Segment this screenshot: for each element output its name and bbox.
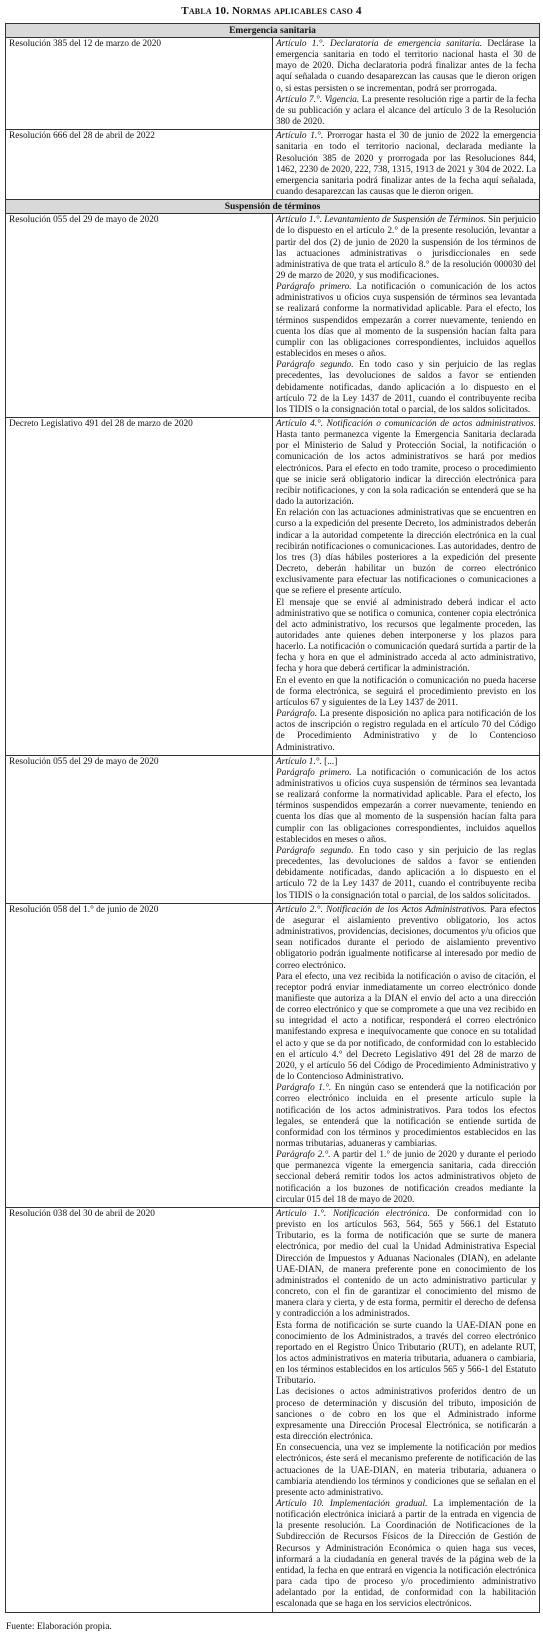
norm-name-cell: Resolución 058 del 1.° de junio de 2020 [6,903,273,1207]
article-heading: Parágrafo primero. [276,282,352,293]
table-row [6,38,540,130]
norm-paragraph [276,676,536,709]
norm-paragraph [276,846,536,902]
article-text: De conformidad con lo previsto en los artículos 563, 564, 565 y 566.1 del Estatuto Tributario, es la forma de notificación que se surte de manera electrónica, por medio del cual la Unidad Administrativa Especial Dirección de Impuestos y Aduanas Nacionales (DIAN), en adelante UAE-DIAN, de manera preferente pone en conocimiento de los administrados el contenido de un acto administrativo particular y concreto, con el fin de garantizar el conocimiento del mismo de manera clara y cierta, y de esta forma, permitir el derecho de defensa y contradicción a los administrados. [276,1208,537,1320]
article-heading: Parágrafo. [276,709,318,720]
norm-name-cell: Decreto Legislativo 491 del 28 de marzo de 2020 [6,418,273,756]
article-text: La presente resolución rige a partir de la fecha de su publicación y aclara el alcance del artículo 3 de la Resolución 380 de 2020. [276,94,537,128]
article-heading: Parágrafo segundo. [276,360,354,371]
norm-text-cell [273,38,540,130]
norm-paragraph [276,757,536,768]
norm-paragraph [276,1209,536,1321]
article-text: La implementación de la notificación electrónica iniciará a partir de la entrada en vigencia de la presente resolución. La Coordinación de Notificaciones de la Subdirección de Recursos Físicos de la Dirección de Gestión de Recursos y Administración Económica o quien haga sus veces, informará a la ciudadanía en general través de la página web de la entidad, la fecha en que entrará en vigencia la notificación electrónica para cada tipo de proceso y/o procedimiento administrativo adelantado por la entidad, de conformidad con la habilitación escalonada que se haga en los servicios electrónicos. [276,1499,537,1610]
table-row [6,214,540,418]
table-row [6,903,540,1207]
article-text: [...] [321,756,338,767]
article-text: Sin perjuicio de lo dispuesto en el artículo 2.° de la presente resolución, levantar a partir del dos (2) de junio de 2020 la suspensión de los términos de las actuaciones administrativas o jurisdiccionales en sede administrativa de que trata el artículo 8.° de la resolución 000030 del 29 de marzo de 2020, y sus modificaciones. [276,215,536,281]
article-heading: Artículo 1.°. Notificación electrónica. [276,1208,430,1219]
article-text: En todo caso y sin perjuicio de las reglas precedentes, las devoluciones de saldos a favor se entienden debidamente notificadas, dando aplicación a lo dispuesto en el artículo 72 de la Ley 1437 de 2011, cuando el contribuyente reciba los TIDIS o la consignación total o parcial, de los saldos solicitados. [276,360,536,415]
article-heading: Artículo 1.°. Declaratoria de emergencia sanitaria. [276,39,483,49]
article-heading: Artículo 1.°. Levantamiento de Suspensión de Términos. [276,215,486,226]
norm-paragraph [276,215,536,282]
article-text: Para efectos de asegurar el aislamiento preventivo obligatorio, los actos administrativos, providencias, decisiones, documentos y/u oficios que sean notificados durante el periodo de aislamiento preventivo obligatorio podrán igualmente notificarse al interesado por medio de correo electrónico. [276,904,537,971]
norm-paragraph [276,1321,536,1388]
norm-name-cell: Resolución 038 del 30 de abril de 2020 [6,1207,273,1612]
article-heading: Parágrafo 2.°. [276,1150,331,1161]
norm-paragraph [276,709,536,754]
norm-paragraph [276,131,536,198]
article-heading: Artículo 1.°. [276,756,322,767]
article-heading: Parágrafo segundo. [276,845,354,856]
article-text: En todo caso y sin perjuicio de las reglas precedentes, las devoluciones de saldos a favor se entienden debidamente notificadas, dando aplicación a lo dispuesto en el artículo 72 de la Ley 1437 de 2011, cuando el contribuyente reciba los TIDIS o la consignación total o parcial, de los saldos solicitados. [276,845,536,901]
norm-name-cell: Resolución 666 del 28 de abril de 2022 [6,130,273,200]
norms-table-body [6,24,540,1613]
norm-paragraph [276,598,536,676]
norm-paragraph [276,1387,536,1443]
norm-paragraph [276,419,536,508]
article-text: Las decisiones o actos administrativos proferidos dentro de un proceso de determinación y discusión del tributo, imposición de sanciones o de cobro en los que el Administrado informe expresamente una Dirección Procesal Electrónica, se notificarán a esta dirección electrónica. [276,1387,536,1443]
norm-text-cell [273,1207,540,1612]
norm-paragraph [276,1443,536,1499]
table-row [6,130,540,200]
article-text: En consecuencia, una vez se implemente la notificación por medios electrónicos, éste será el mecanismo preferente de notificación de las actuaciones de la UAE-DIAN, en materia tributaria, aduanera o cambiaria atendiendo los términos y condiciones que se señalan en el presente acto administrativo. [276,1443,536,1498]
article-text: En el evento en que la notificación o comunicación no pueda hacerse de forma electrónica, se seguirá el procedimiento previsto en los artículos 67 y siguientes de la Ley 1437 de 2011. [276,675,536,708]
article-text: Esta forma de notificación se surte cuando la UAE-DIAN pone en conocimiento de los Administrados, a través del correo electrónico reportado en el Registro Único Tributario (RUT), en adelante RUT, los actos administrativos en materia tributaria, aduanera o cambiaria, en los términos establecidos en los artículos 565 y 566-1 del Estatuto Tributario. [276,1320,536,1387]
section-heading: Emergencia sanitaria [6,24,540,38]
article-heading: Artículo 10. Implementación gradual. [276,1499,428,1509]
norm-paragraph [276,360,536,416]
section-header-row [6,200,540,214]
norm-name-cell: Resolución 385 del 12 de marzo de 2020 [6,38,273,130]
table-row [6,755,540,903]
article-text: En relación con las actuaciones administrativas que se encuentren en curso a la expedición del presente Decreto, los administrados deberán indicar a la autoridad competente la dirección electrónica en la cual recibirán notificaciones o comunicaciones. Las autoridades, dentro de los tres (3) días hábiles posteriores a la expedición del presente Decreto, deberán habilitar un buzón de correo electrónico exclusivamente para efectuar las notificaciones o comunicaciones a que se refiere el presente artículo. [276,508,536,597]
norm-paragraph [276,95,536,128]
norm-paragraph [276,1150,536,1206]
table-row [6,418,540,756]
norm-text-cell [273,214,540,418]
norm-paragraph [276,905,536,972]
norm-name-cell: Resolución 055 del 29 de mayo de 2020 [6,755,273,903]
table-row [6,1207,540,1612]
article-heading: Artículo 1.°. [276,131,324,142]
norm-paragraph [276,508,536,597]
article-text: En ningún caso se entenderá que la notificación por correo electrónico incluida en el presente artículo suple la notificación de los actos administrativos. Para todos los efectos legales, se entenderá que la notificación se entiende surtida de conformidad con los términos y procedimientos establecidos en las normas tributarias, aduaneras y cambiarias. [276,1083,536,1149]
article-text: Para el efecto, una vez recibida la notificación o aviso de citación, el receptor podrá enviar inmediatamente un correo electrónico donde manifieste que autoriza a la DIAN el envío del acto a una dirección de correo electrónico y que se compromete a que una vez recibido en su integridad el acto a notificar, responderá el correo electrónico manifestando expresa e inequívocamente que conoce en su totalidad el acto y que se da por notificado, de conformidad con lo establecido en el artículo 4.° del Decreto Legislativo 491 del 28 de marzo de 2020, y el artículo 56 del Código de Procedimiento Administrativo y de lo Contencioso Administrativo. [276,971,536,1083]
article-text: La presente disposición no aplica para notificación de los actos de inscripción o registro regulada en el artículo 70 del Código de Procedimiento Administrativo y de lo Contencioso Administrativo. [276,709,536,753]
article-heading: Parágrafo 1.°. [276,1083,332,1094]
norm-paragraph [276,282,536,360]
table-title: Tabla 10. Normas aplicables caso 4 [181,5,362,17]
article-text: La notificación o comunicación de los actos administrativos u oficios cuya suspensión de términos sea levantada se realizará conforme la normatividad aplicable. Para el efecto, los términos suspendidos empezarán a correr nuevamente, teniendo en cuenta los días que al momento de la suspensión hacían falta para cumplir con las obligaciones correspondientes, incluidos aquellos establecidos en meses o años. [276,282,536,360]
article-text: La notificación o comunicación de los actos administrativos u oficios cuya suspensión de términos sea levantada se realizará conforme la normatividad aplicable. Para el efecto, los términos suspendidos empezarán a correr nuevamente, teniendo en cuenta los días que al momento de la suspensión hacían falta para cumplir con las obligaciones correspondientes, incluidos aquellos establecidos en meses o años. [276,767,536,845]
norm-paragraph [276,39,536,95]
section-header-row [6,24,540,38]
norm-text-cell [273,755,540,903]
article-text: Prorrogar hasta el 30 de junio de 2022 la emergencia sanitaria en todo el territorio nacional, declarada mediante la Resolución 385 de 2020 y prorrogada por las Resoluciones 844, 1462, 2230 de 2020, 222, 738, 1315, 1913 de 2021 y 304 de 2022. La emergencia sanitaria podrá finalizar antes de la fecha aquí señalada, cuando desaparezcan las causas que le dieron origen. [276,131,536,198]
article-heading: Artículo 2.°. Notificación de los Actos Administrativos. [276,904,487,915]
article-text: El mensaje que se envié al administrado deberá indicar el acto administrativo que se notifica o comunica, contener copia electrónica del acto administrativo, los recursos que legalmente proceden, las autoridades ante quienes deben interponerse y los plazos para hacerlo. La notificación o comunicación quedará surtida a partir de la fecha y hora en que el administrado acceda al acto administrativo, fecha y hora que deberá certificar la administración. [276,597,536,675]
section-heading: Suspensión de términos [6,200,540,214]
norm-paragraph [276,972,536,1084]
article-text: A partir del 1.° de junio de 2020 y durante el periodo que permanezca vigente la emergencia sanitaria, cada dirección seccional deberá remitir todos los actos administrativos objeto de notificación a los buzones de notificación creados mediante la circular 015 del 18 de mayo de 2020. [276,1150,536,1205]
article-heading: Parágrafo primero. [276,767,352,778]
article-heading: Artículo 4.°. Notificación o comunicación de actos administrativos. [276,419,536,429]
norm-paragraph [276,1499,536,1611]
norm-paragraph [276,768,536,846]
norm-text-cell [273,903,540,1207]
article-text: Declárase la emergencia sanitaria en todo el territorio nacional hasta el 30 de mayo de 2020. Dicha declaratoria podrá finalizar antes de la fecha aquí señalada o cuando desaparezcan las causas que le dieron origen o, si estas persisten o se incrementan, podrá ser prorrogada. [276,39,536,94]
norms-table [5,23,540,1613]
norm-text-cell [273,130,540,200]
norm-paragraph [276,1083,536,1150]
article-heading: Artículo 7.°. Vigencia. [276,94,360,105]
norm-text-cell [273,418,540,756]
article-text: Hasta tanto permanezca vigente la Emergencia Sanitaria declarada por el Ministerio de Salud y Protección Social, la notificación o comunicación de los actos administrativos se hará por medios electrónicos. Para el efecto en todo tramite, proceso o procedimiento que se inicie será obligatorio indicar la dirección electrónica para recibir notificaciones, y con la sola radicación se entenderá que se ha dado la autorización. [276,430,536,508]
norm-name-cell: Resolución 055 del 29 de mayo de 2020 [6,214,273,418]
table-source: Fuente: Elaboración propia. [6,1621,112,1632]
